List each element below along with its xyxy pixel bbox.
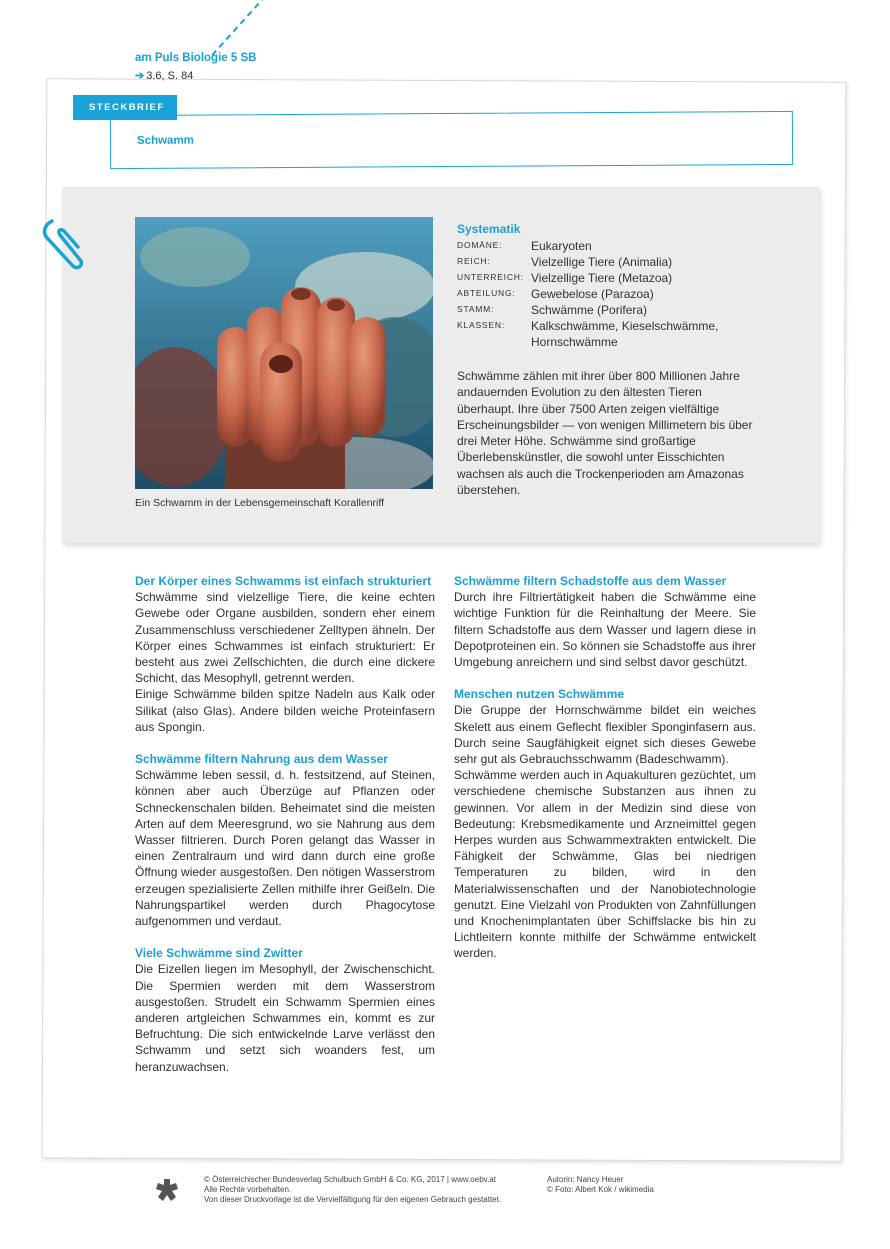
section-heading: Viele Schwämme sind Zwitter	[135, 946, 303, 961]
section-heading: Der Körper eines Schwamms ist einfach strukturiert	[135, 574, 432, 588]
section-paragraph: Die Eizellen liegen im Mesophyll, der Zwischenschicht. Die Spermien werden mit dem Wasserstrom ausgestoßen. Strudelt ein Schwamm Spermien eines anderen artgleichen Schwammes ein, kommt es zur Befruchtung. Die sich entwickelnde Larve verlässt den Schwamm und setzt sich woanders fest, um heranzuwachsen.	[135, 962, 435, 1074]
footer-line: Alle Rechte vorbehalten.	[204, 1185, 292, 1194]
footer-line: Autorin: Nancy Heuer	[547, 1175, 624, 1184]
systematik-key: DOMÄNE:	[457, 240, 503, 250]
systematik-key: REICH:	[457, 256, 491, 266]
section-paragraph: Einige Schwämme bilden spitze Nadeln aus Kalk oder Silikat (also Glas). Andere bilden weiche Proteinfasern aus Spongin.	[135, 687, 435, 734]
systematik-value: Vielzellige Tiere (Animalia)	[531, 255, 673, 269]
section-heading: Schwämme filtern Nahrung aus dem Wasser	[135, 752, 388, 767]
intro-text: Schwämme zählen mit ihrer über 800 Millionen Jahre andauernden Evolution zu den ältesten Tieren überhaupt. Ihre über 7500 Arten zeigen vielfältige Erscheinungsbilder — von wenigen Millimetern bis über drei Meter Höhe. Schwämme sind großartige Überlebenskünstler, die sowohl unter Eisschichten wachsen als auch die Trockenperioden am Amazonas überstehen.	[457, 369, 753, 498]
arrow-right-icon: ➔	[135, 70, 145, 82]
coral-reef-illustration	[135, 217, 433, 489]
photo-caption: Ein Schwamm in der Lebensgemeinschaft Korallenriff	[135, 497, 385, 509]
left-column	[135, 573, 435, 1075]
footer-line: Von dieser Druckvorlage ist die Vervielfältigung für den eigenen Gebrauch gestattet.	[204, 1195, 502, 1204]
systematik-key: ABTEILUNG:	[457, 288, 516, 298]
page-reference	[135, 69, 193, 82]
systematik-key: STAMM:	[457, 304, 495, 314]
sponge-photo	[135, 217, 433, 489]
paperclip-icon	[38, 215, 88, 271]
section-paragraph: Schwämme leben sessil, d. h. festsitzend, auf Steinen, können aber auch Überzüge auf Pflanzen oder Schneckenschalen bilden. Beheimatet sind die meisten Arten auf dem Meeresgrund, wo sie Nahrung aus dem Wasser filtrieren. Durch Poren gelangt das Wasser in einen Zentralraum und wird dann durch eine große Öffnung wieder ausgestoßen. Den nötigen Wasserstrom erzeugen spezialisierte Zellen mithilfe ihrer Geißeln. Die Nahrungspartikel werden durch Phagocytose aufgenommen und verdaut.	[135, 768, 435, 929]
section-paragraph: Die Gruppe der Hornschwämme bildet ein weiches Skelett aus einem Geflecht flexibler Sponginfasern aus. Durch seine Saugfähigkeit eignet sich dieses Gewebe sehr gut als Gebrauchsschwamm (Badeschwamm).	[454, 703, 756, 767]
systematik-key: KLASSEN:	[457, 320, 505, 330]
footer-line: © Österreichischer Bundesverlag Schulbuch GmbH & Co. KG, 2017 | www.oebv.at	[204, 1175, 496, 1184]
footer-line: © Foto: Albert Kok / wikimedia	[547, 1185, 654, 1194]
book-title: am Puls Biologie 5 SB	[135, 52, 257, 64]
systematik-row	[457, 254, 761, 270]
section-paragraph: Schwämme werden auch in Aquakulturen gezüchtet, um verschiedene chemische Substanzen aus ihnen zu gewinnen. Vor allem in der Medizin sind diese von Bedeutung: Krebsmedikamente und Arzneimittel gegen Herpes wurden aus Schwammextrakten entwickelt. Die Fähigkeit der Schwämme, Glas bei niedrigen Temperaturen zu bilden, wird in den Materialwissenschaften und der Nanobiotechnologie genutzt. Eine Vielzahl von Produkten von Zahnfüllungen und Knochenimplantaten über Schiffslacke bis hin zu Lichtleitern konnte mithilfe der Schwämme entwickelt werden.	[454, 768, 756, 961]
systematik-row	[457, 238, 761, 254]
systematik-value: Vielzellige Tiere (Metazoa)	[531, 271, 673, 285]
page-title: Schwamm	[136, 134, 194, 147]
systematik-value: Eukaryoten	[531, 239, 592, 253]
publisher-logo-icon	[154, 1177, 180, 1203]
steckbrief-tag: STECKBRIEF	[73, 95, 177, 120]
systematik-value: Gewebelose (Parazoa)	[531, 287, 654, 301]
footer-copyright	[204, 1175, 534, 1205]
systematik-row	[457, 318, 761, 350]
section-heading: Menschen nutzen Schwämme	[454, 687, 625, 702]
section-paragraph: Durch ihre Filtriertätigkeit haben die Schwämme eine wichtige Funktion für die Reinhaltung der Meere. Sie filtern Schadstoffe aus dem Wasser und lagern diese in Depotproteinen ein. So können sie Schadstoffe aus ihrer Umgebung anreichern und sind selbst davor geschützt.	[454, 590, 756, 670]
systematik-row	[457, 286, 761, 302]
systematik-key: UNTERREICH:	[457, 272, 524, 282]
systematik-row	[457, 302, 761, 318]
section-paragraph: Schwämme sind vielzellige Tiere, die keine echten Gewebe oder Organe ausbilden, sondern eher einem Zusammenschluss verschiedener Zelltypen ähneln. Der Körper eines Schwammes ist einfach strukturiert: Er besteht aus zwei Zellschichten, die durch eine dickere Schicht, das Mesophyll, getrennt werden.	[135, 590, 435, 686]
section-heading: Schwämme filtern Schadstoffe aus dem Wasser	[454, 574, 727, 588]
systematik-heading: Systematik	[457, 222, 521, 236]
cut-line	[211, 0, 266, 56]
systematik-value: Schwämme (Porifera)	[531, 303, 648, 317]
title-box	[110, 111, 793, 169]
systematik-value: Kalkschwämme, Kieselschwämme, Hornschwämme	[531, 319, 719, 349]
footer-credits	[547, 1175, 687, 1195]
reference-text: 3.6, S. 84	[146, 70, 194, 82]
right-column	[454, 573, 756, 962]
systematik-row	[457, 270, 761, 286]
